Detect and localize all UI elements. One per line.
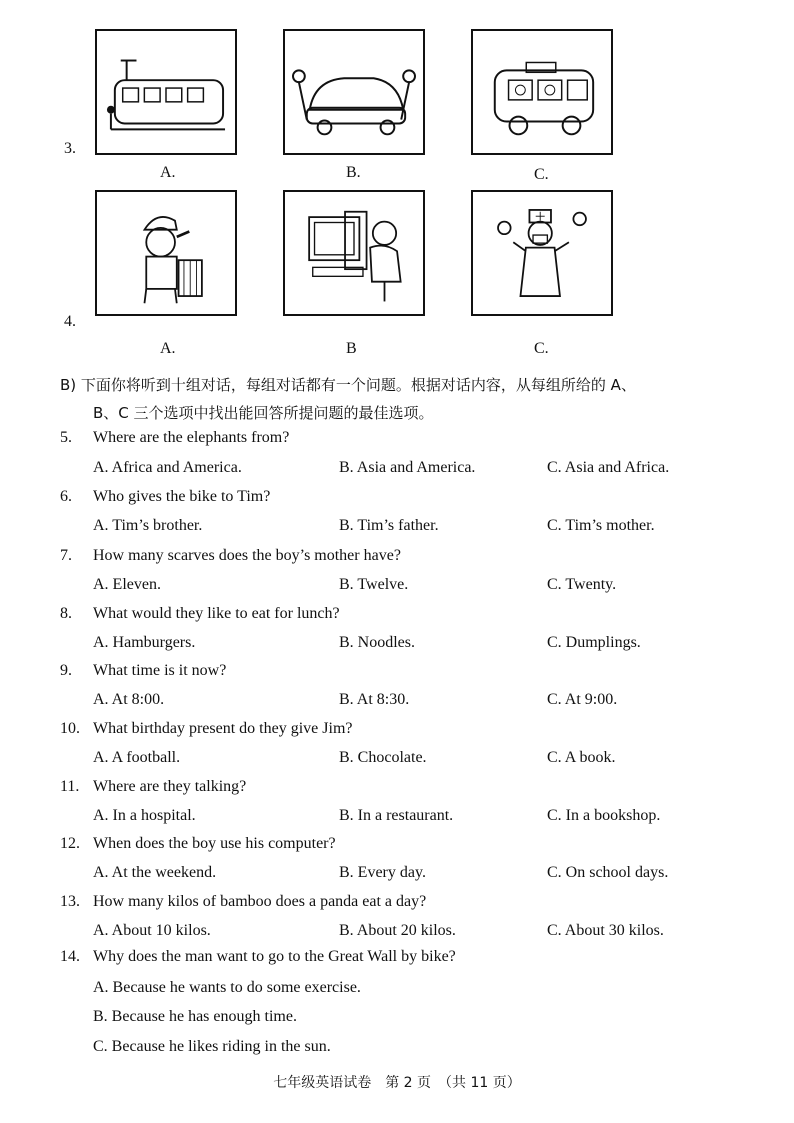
question-14-number: 14. <box>60 948 80 965</box>
q3-option-b-picture <box>283 29 425 155</box>
q9-option-b[interactable]: B. At 8:30. <box>339 691 410 708</box>
question-9-number: 9. <box>60 662 72 679</box>
q14-option-b[interactable]: B. Because he has enough time. <box>93 1008 297 1025</box>
question-9-text: What time is it now? <box>93 662 227 679</box>
q14-option-a[interactable]: A. Because he wants to do some exercise. <box>93 979 361 996</box>
q3-option-a-label: A. <box>160 164 176 181</box>
question-10-text: What birthday present do they give Jim? <box>93 720 353 737</box>
question-14-text: Why does the man want to go to the Great Wall by bike? <box>93 948 456 965</box>
question-12-text: When does the boy use his computer? <box>93 835 336 852</box>
question-5-text: Where are the elephants from? <box>93 429 290 446</box>
question-3-number: 3. <box>64 140 76 157</box>
q7-option-b[interactable]: B. Twelve. <box>339 576 409 593</box>
question-6-text: Who gives the bike to Tim? <box>93 488 271 505</box>
q5-option-b[interactable]: B. Asia and America. <box>339 459 476 476</box>
q3-option-c-picture <box>471 29 613 155</box>
q4-option-b-label: B <box>346 340 357 357</box>
q4-option-a-label: A. <box>160 340 176 357</box>
q13-option-c[interactable]: C. About 30 kilos. <box>547 922 664 939</box>
q7-option-a[interactable]: A. Eleven. <box>93 576 161 593</box>
q11-option-a[interactable]: A. In a hospital. <box>93 807 196 824</box>
q4-option-c-picture <box>471 190 613 316</box>
question-6-number: 6. <box>60 488 72 505</box>
q5-option-a[interactable]: A. Africa and America. <box>93 459 242 476</box>
q13-option-b[interactable]: B. About 20 kilos. <box>339 922 456 939</box>
car-icon <box>285 31 423 153</box>
bus-icon <box>473 31 611 153</box>
question-13-number: 13. <box>60 893 80 910</box>
q3-option-a-picture <box>95 29 237 155</box>
question-8-number: 8. <box>60 605 72 622</box>
q6-option-a[interactable]: A. Tim’s brother. <box>93 517 203 534</box>
question-11-number: 11. <box>60 778 80 795</box>
q9-option-c[interactable]: C. At 9:00. <box>547 691 618 708</box>
q12-option-c[interactable]: C. On school days. <box>547 864 669 881</box>
section-b-instruction-line2: B、C 三个选项中找出能回答所提问题的最佳选项。 <box>93 404 434 422</box>
q13-option-a[interactable]: A. About 10 kilos. <box>93 922 211 939</box>
q6-option-b[interactable]: B. Tim’s father. <box>339 517 439 534</box>
q8-option-b[interactable]: B. Noodles. <box>339 634 415 651</box>
q3-option-c-label: C. <box>534 166 549 183</box>
computer-user-icon <box>285 192 423 314</box>
question-7-text: How many scarves does the boy’s mother have? <box>93 547 401 564</box>
q10-option-a[interactable]: A. A football. <box>93 749 181 766</box>
q8-option-c[interactable]: C. Dumplings. <box>547 634 641 651</box>
q5-option-c[interactable]: C. Asia and Africa. <box>547 459 670 476</box>
q10-option-c[interactable]: C. A book. <box>547 749 616 766</box>
question-11-text: Where are they talking? <box>93 778 247 795</box>
q11-option-b[interactable]: B. In a restaurant. <box>339 807 454 824</box>
q3-option-b-label: B. <box>346 164 361 181</box>
question-13-text: How many kilos of bamboo does a panda eat a day? <box>93 893 427 910</box>
train-icon <box>97 31 235 153</box>
q14-option-c[interactable]: C. Because he likes riding in the sun. <box>93 1038 331 1055</box>
question-12-number: 12. <box>60 835 80 852</box>
q9-option-a[interactable]: A. At 8:00. <box>93 691 165 708</box>
worker-icon <box>97 192 235 314</box>
question-4-number: 4. <box>64 313 76 330</box>
q6-option-c[interactable]: C. Tim’s mother. <box>547 517 655 534</box>
doctor-icon <box>473 192 611 314</box>
q10-option-b[interactable]: B. Chocolate. <box>339 749 427 766</box>
q12-option-b[interactable]: B. Every day. <box>339 864 426 881</box>
q12-option-a[interactable]: A. At the weekend. <box>93 864 217 881</box>
question-10-number: 10. <box>60 720 80 737</box>
question-7-number: 7. <box>60 547 72 564</box>
page-footer: 七年级英语试卷 第 2 页 （共 11 页） <box>273 1075 521 1091</box>
question-5-number: 5. <box>60 429 72 446</box>
q11-option-c[interactable]: C. In a bookshop. <box>547 807 661 824</box>
section-b-instruction-line1: B) 下面你将听到十组对话，每组对话都有一个问题。根据对话内容，从每组所给的 A、 <box>60 376 636 394</box>
q7-option-c[interactable]: C. Twenty. <box>547 576 617 593</box>
q8-option-a[interactable]: A. Hamburgers. <box>93 634 196 651</box>
q4-option-a-picture <box>95 190 237 316</box>
question-8-text: What would they like to eat for lunch? <box>93 605 340 622</box>
q4-option-c-label: C. <box>534 340 549 357</box>
q4-option-b-picture <box>283 190 425 316</box>
